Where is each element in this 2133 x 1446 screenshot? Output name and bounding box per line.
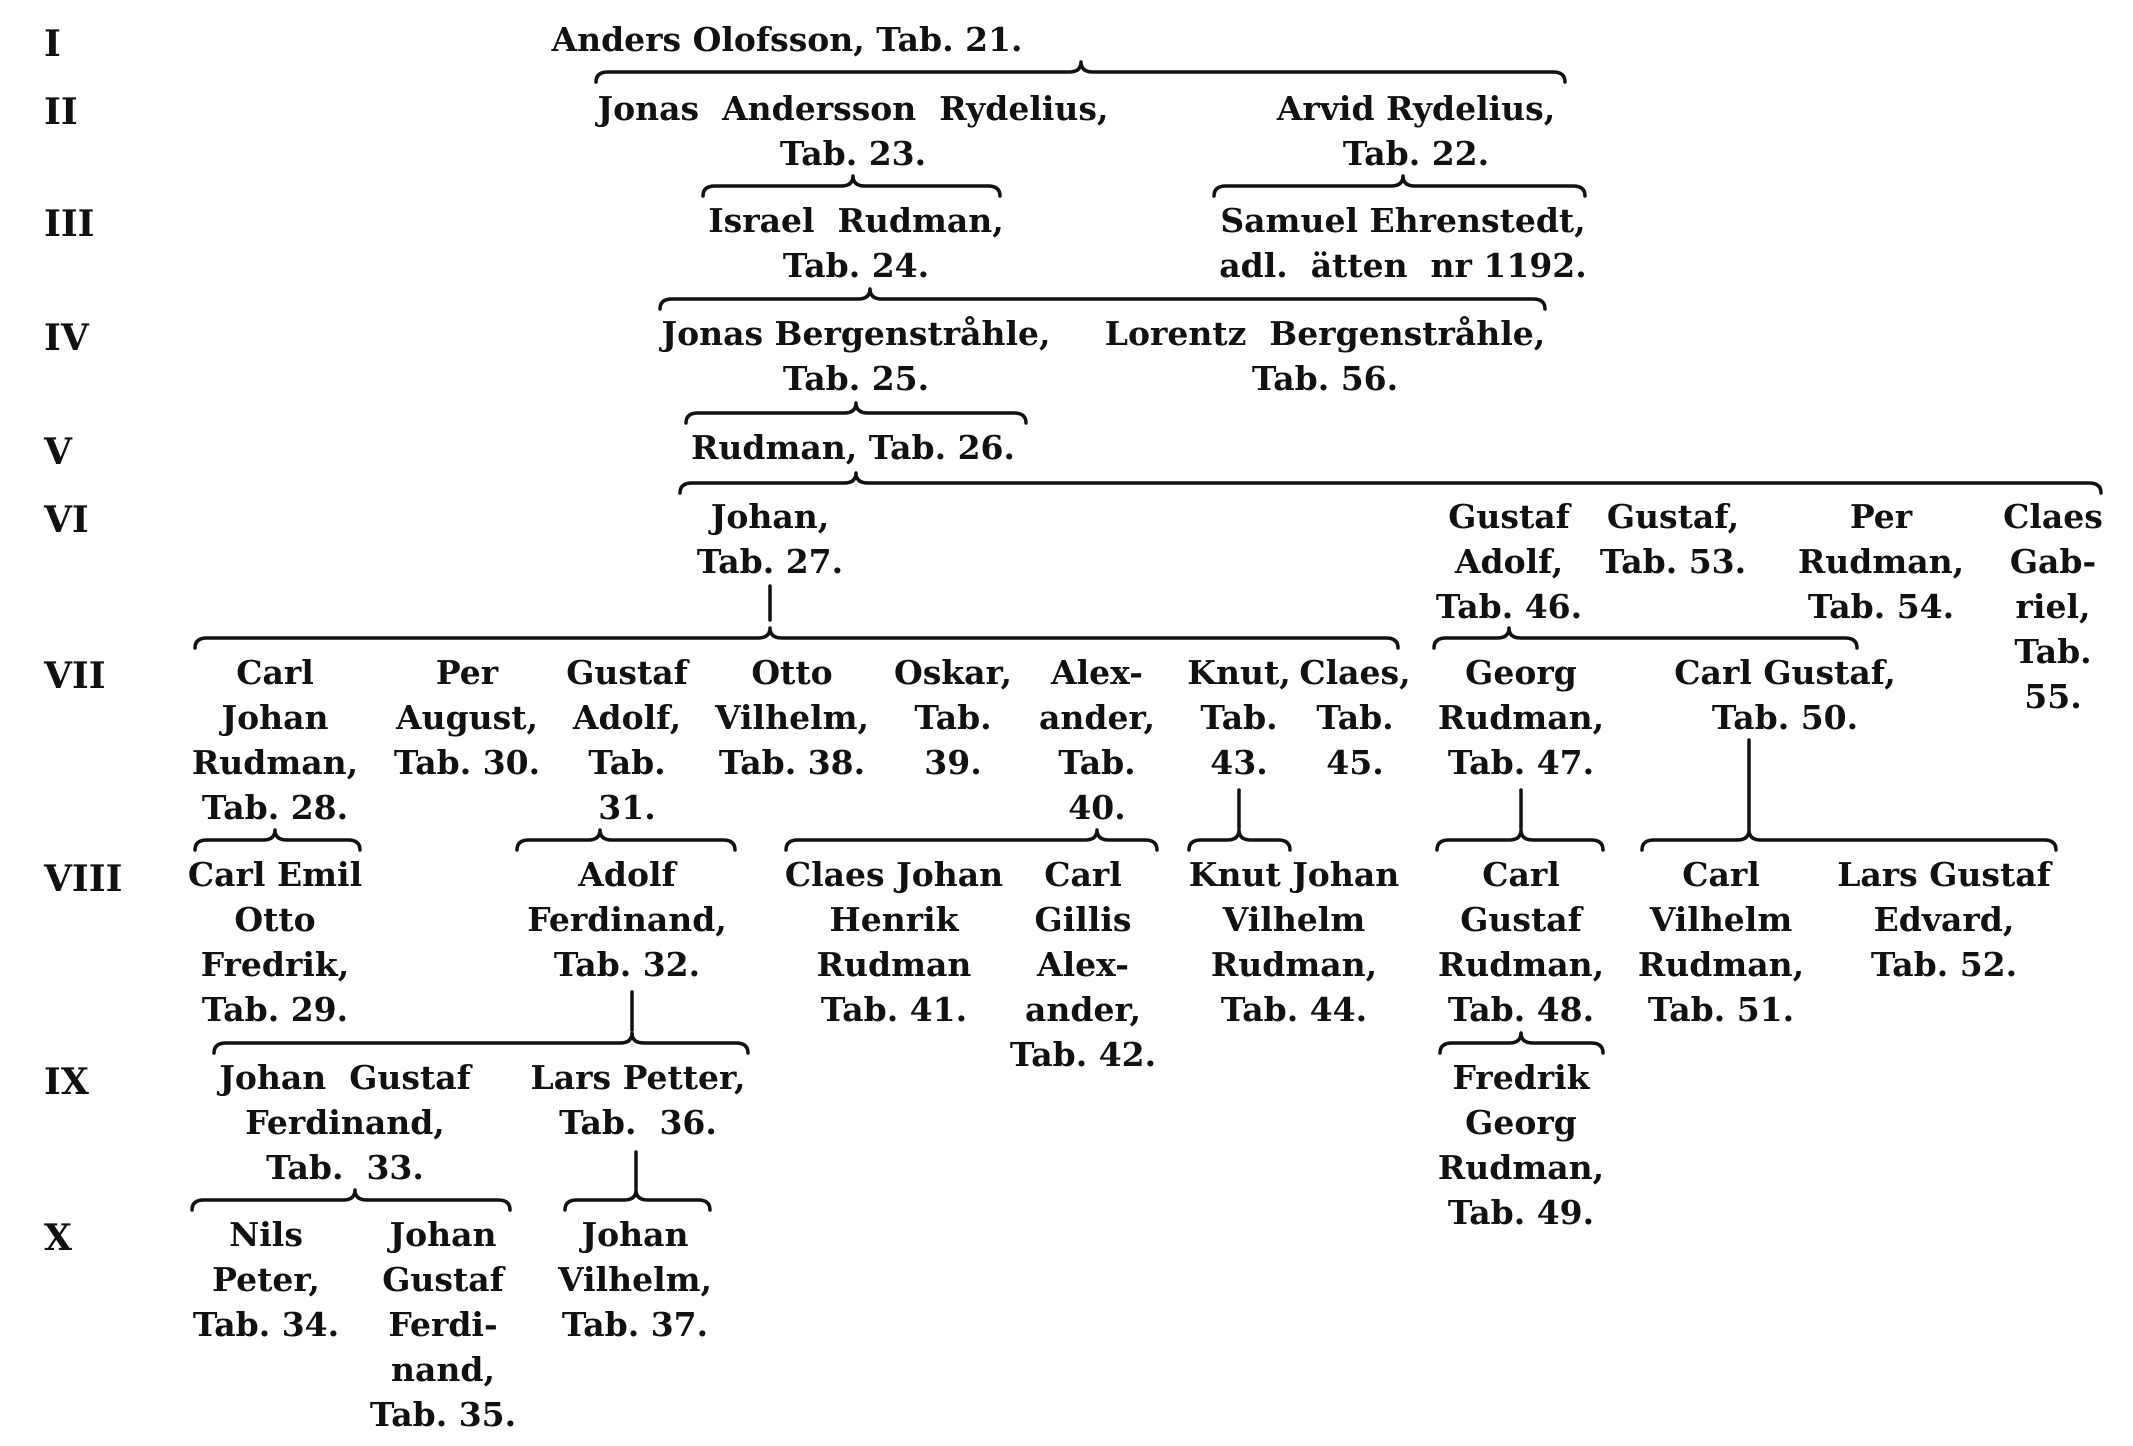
brace-gustaf-adolf-tab-31 (517, 830, 735, 850)
person-per-august-tab-30: Per August, Tab. 30. (393, 653, 541, 782)
person-johan-vilhelm-tab-37: Johan Vilhelm, Tab. 37. (557, 1215, 713, 1344)
brace-anders-olofsson (596, 62, 1565, 82)
brace-carl-gustaf-rudman (1440, 1033, 1603, 1053)
generation-label-ix: IX (44, 1061, 89, 1103)
generation-label-i: I (44, 23, 61, 65)
person-alexander-tab-40: Alex- ander, Tab. 40. (1039, 653, 1155, 827)
brace-adolf-ferdinand (214, 1033, 748, 1053)
person-jonas-bergenstrahle: Jonas Bergenstråhle, Tab. 25. (661, 314, 1051, 398)
generation-label-iv: IV (44, 317, 89, 359)
brace-samuel-ehrenstedt (1214, 176, 1585, 196)
brace-carl-gustaf-tab-50 (1642, 830, 2056, 850)
person-oskar-tab-39: Oskar, Tab. 39. (893, 653, 1013, 782)
person-arvid-rydelius: Arvid Rydelius, Tab. 22. (1276, 89, 1556, 173)
generation-label-iii: III (44, 203, 95, 245)
person-anders-olofsson: Anders Olofsson, Tab. 21. (551, 20, 1023, 59)
person-claes-gabriel-tab-55: Claes Gab- riel, Tab. 55. (2003, 497, 2103, 716)
brace-johan-tab-27 (195, 628, 1398, 648)
person-carl-emil-otto-fredrik-tab-29: Carl Emil Otto Fredrik, Tab. 29. (187, 855, 363, 1029)
brace-knut-tab-43 (1189, 830, 1290, 850)
person-lorentz-bergenstrahle: Lorentz Bergenstråhle, Tab. 56. (1104, 314, 1546, 398)
generation-label-x: X (44, 1217, 72, 1259)
person-gustaf-adolf-tab-46: Gustaf Adolf, Tab. 46. (1435, 497, 1583, 626)
generation-label-ii: II (44, 91, 78, 133)
person-johan-tab-27: Johan, Tab. 27. (696, 497, 844, 581)
person-knut-johan-vilhelm-rudman-tab-44: Knut Johan Vilhelm Rudman, Tab. 44. (1188, 855, 1400, 1029)
brace-rudman-tab-26 (680, 473, 2101, 493)
person-jonas-andersson-rydelius: Jonas Andersson Rydelius, Tab. 23. (597, 89, 1109, 173)
person-gustaf-adolf-tab-31: Gustaf Adolf, Tab. 31. (566, 653, 688, 827)
person-rudman-tab-26: Rudman, Tab. 26. (690, 428, 1016, 467)
person-israel-rudman: Israel Rudman, Tab. 24. (708, 201, 1004, 285)
brace-alexander-tab-40 (786, 830, 1157, 850)
generation-label-vii: VII (44, 655, 106, 697)
person-lars-petter-tab-36: Lars Petter, Tab. 36. (530, 1058, 746, 1142)
brace-gustaf-adolf-tab-46 (1434, 628, 1857, 648)
person-lars-gustaf-edvard-tab-52: Lars Gustaf Edvard, Tab. 52. (1837, 855, 2051, 984)
person-carl-gillis-alexander-tab-42: Carl Gillis Alex- ander, Tab. 42. (1009, 855, 1157, 1074)
person-gustaf-tab-53: Gustaf, Tab. 53. (1599, 497, 1747, 581)
brace-carl-johan-rudman (195, 830, 360, 850)
person-carl-johan-rudman-tab-28: Carl Johan Rudman, Tab. 28. (191, 653, 359, 827)
person-carl-vilhelm-rudman-tab-51: Carl Vilhelm Rudman, Tab. 51. (1637, 855, 1805, 1029)
person-johan-gustaf-ferdinand-tab-33: Johan Gustaf Ferdinand, Tab. 33. (219, 1058, 471, 1187)
brace-georg-rudman (1437, 830, 1603, 850)
person-knut-tab-43: Knut, Tab. 43. (1187, 653, 1291, 782)
person-johan-gustaf-ferdinand-tab-35: Johan Gustaf Ferdi- nand, Tab. 35. (369, 1215, 517, 1434)
generation-label-v: V (44, 431, 72, 473)
brace-lars-petter (565, 1190, 710, 1210)
brace-israel-rudman (660, 289, 1545, 309)
person-otto-vilhelm-tab-38: Otto Vilhelm, Tab. 38. (714, 653, 870, 782)
brace-johan-gustaf-ferdinand (192, 1190, 510, 1210)
person-carl-gustaf-rudman-tab-48: Carl Gustaf Rudman, Tab. 48. (1437, 855, 1605, 1029)
person-carl-gustaf-tab-50: Carl Gustaf, Tab. 50. (1674, 653, 1896, 737)
brace-jonas-bergenstrahle (686, 403, 1026, 423)
person-adolf-ferdinand-tab-32: Adolf Ferdinand, Tab. 32. (527, 855, 727, 984)
person-georg-rudman-tab-47: Georg Rudman, Tab. 47. (1437, 653, 1605, 782)
generation-label-vi: VI (44, 499, 89, 541)
brace-jonas-andersson-rydelius (703, 176, 1000, 196)
person-per-rudman-tab-54: Per Rudman, Tab. 54. (1797, 497, 1965, 626)
person-samuel-ehrenstedt: Samuel Ehrenstedt, adl. ätten nr 1192. (1219, 201, 1587, 285)
person-fredrik-georg-rudman-tab-49: Fredrik Georg Rudman, Tab. 49. (1437, 1058, 1605, 1232)
person-claes-johan-henrik-rudman-tab-41: Claes Johan Henrik Rudman Tab. 41. (784, 855, 1004, 1029)
generation-label-viii: VIII (44, 858, 123, 900)
person-nils-peter-tab-34: Nils Peter, Tab. 34. (192, 1215, 340, 1344)
person-claes-tab-45: Claes, Tab. 45. (1299, 653, 1411, 782)
